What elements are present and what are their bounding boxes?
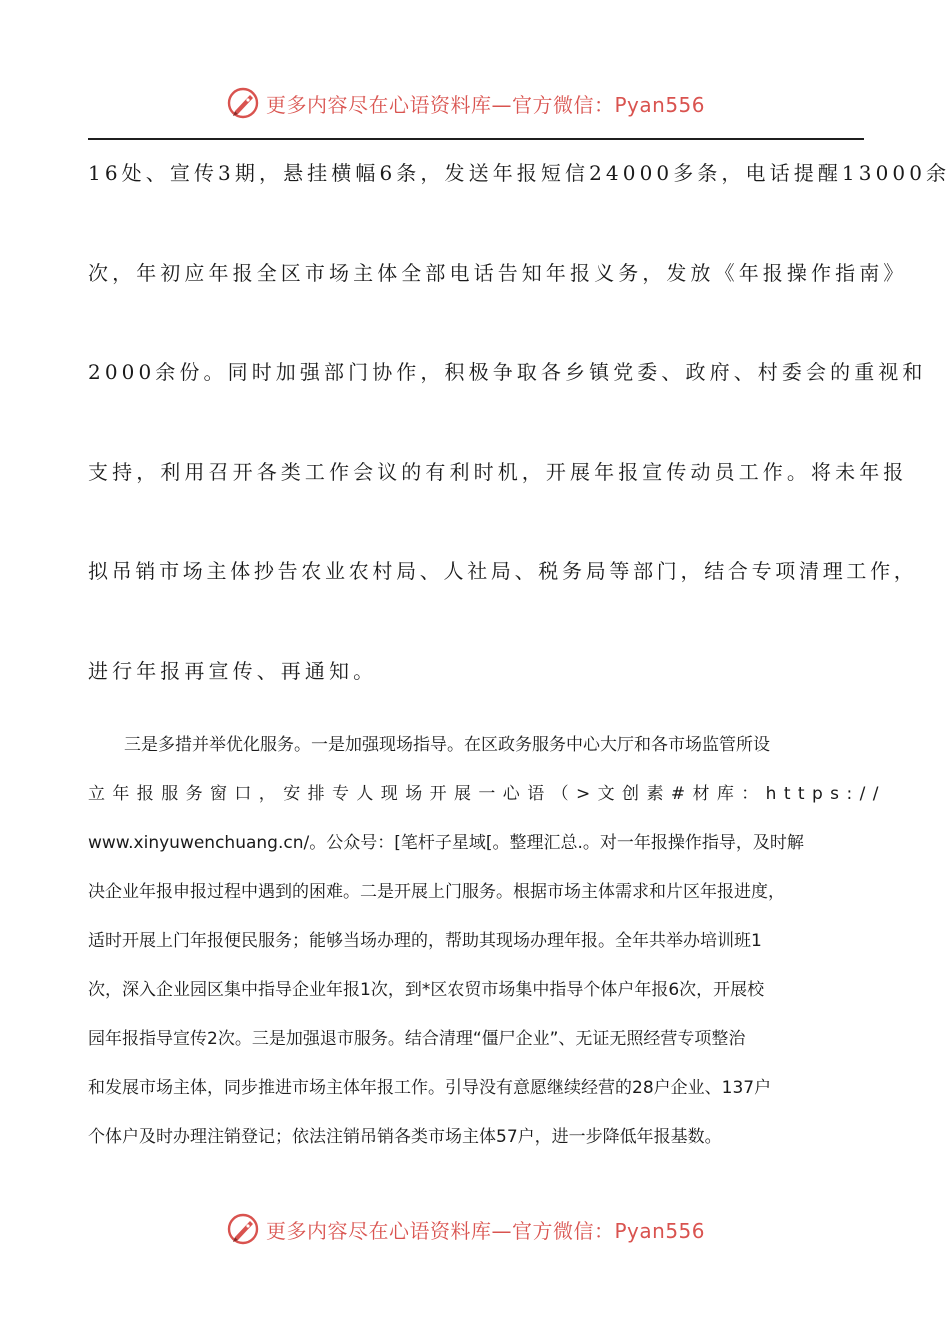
pen-logo-icon [226, 1212, 260, 1246]
paragraph-1-line: 拟吊销市场主体抄告农业农村局、人社局、税务局等部门，结合专项清理工作， [88, 559, 918, 583]
page-footer [0, 1210, 950, 1250]
footer-banner-text: 更多内容尽在心语资料库—官方微信：Pyan556 [266, 1218, 706, 1243]
header-divider [88, 138, 864, 140]
paragraph-1-line: 支持，利用召开各类工作会议的有利时机，开展年报宣传动员工作。将未年报 [88, 459, 908, 484]
paragraph-1-line: 2000余份。同时加强部门协作，积极争取各乡镇党委、政府、村委会的重视和 [88, 360, 927, 384]
paragraph-2 [88, 722, 886, 1163]
paragraph-2-line: www.xinyuwenchuang.cn/。公众号：[笔杆子星域[。整理汇总.。对一年报操作指导，及时解 [88, 833, 804, 853]
paragraph-2-line: 适时开展上门年报便民服务；能够当场办理的，帮助其现场办理年报。全年共举办培训班1 [88, 931, 762, 951]
paragraph-1 [88, 148, 950, 745]
paragraph-1-line: 次，年初应年报全区市场主体全部电话告知年报义务，发放《年报操作指南》 [88, 260, 908, 285]
paragraph-2-line: 个体户及时办理注销登记；依法注销吊销各类市场主体57户，进一步降低年报基数。 [88, 1127, 722, 1147]
paragraph-2-line: 次，深入企业园区集中指导企业年报1次，到*区农贸市场集中指导个体户年报6次，开展校 [88, 980, 765, 1000]
pen-logo-icon [226, 86, 260, 120]
paragraph-2-line: 立年报服务窗口，安排专人现场开展一心语（>文创素#材库：https:// [88, 784, 886, 804]
header-banner [226, 86, 705, 120]
paragraph-2-line: 决企业年报申报过程中遇到的困难。二是开展上门服务。根据市场主体需求和片区年报进度， [88, 882, 785, 902]
paragraph-1-line: 进行年报再宣传、再通知。 [88, 658, 378, 683]
header-banner-text: 更多内容尽在心语资料库—官方微信：Pyan556 [266, 92, 706, 117]
paragraph-2-line: 园年报指导宣传2次。三是加强退市服务。结合清理“僵尸企业”、无证无照经营专项整治 [88, 1029, 746, 1049]
paragraph-2-line: 和发展市场主体，同步推进市场主体年报工作。引导没有意愿继续经营的28户企业、137户 [88, 1078, 772, 1098]
paragraph-1-line: 16处、宣传3期，悬挂横幅6条，发送年报短信24000多条，电话提醒13000余 [88, 161, 950, 185]
page-header [0, 84, 950, 124]
paragraph-2-line: 三是多措并举优化服务。一是加强现场指导。在区政务服务中心大厅和各市场监管所设 [124, 735, 770, 755]
footer-banner [226, 1212, 705, 1246]
